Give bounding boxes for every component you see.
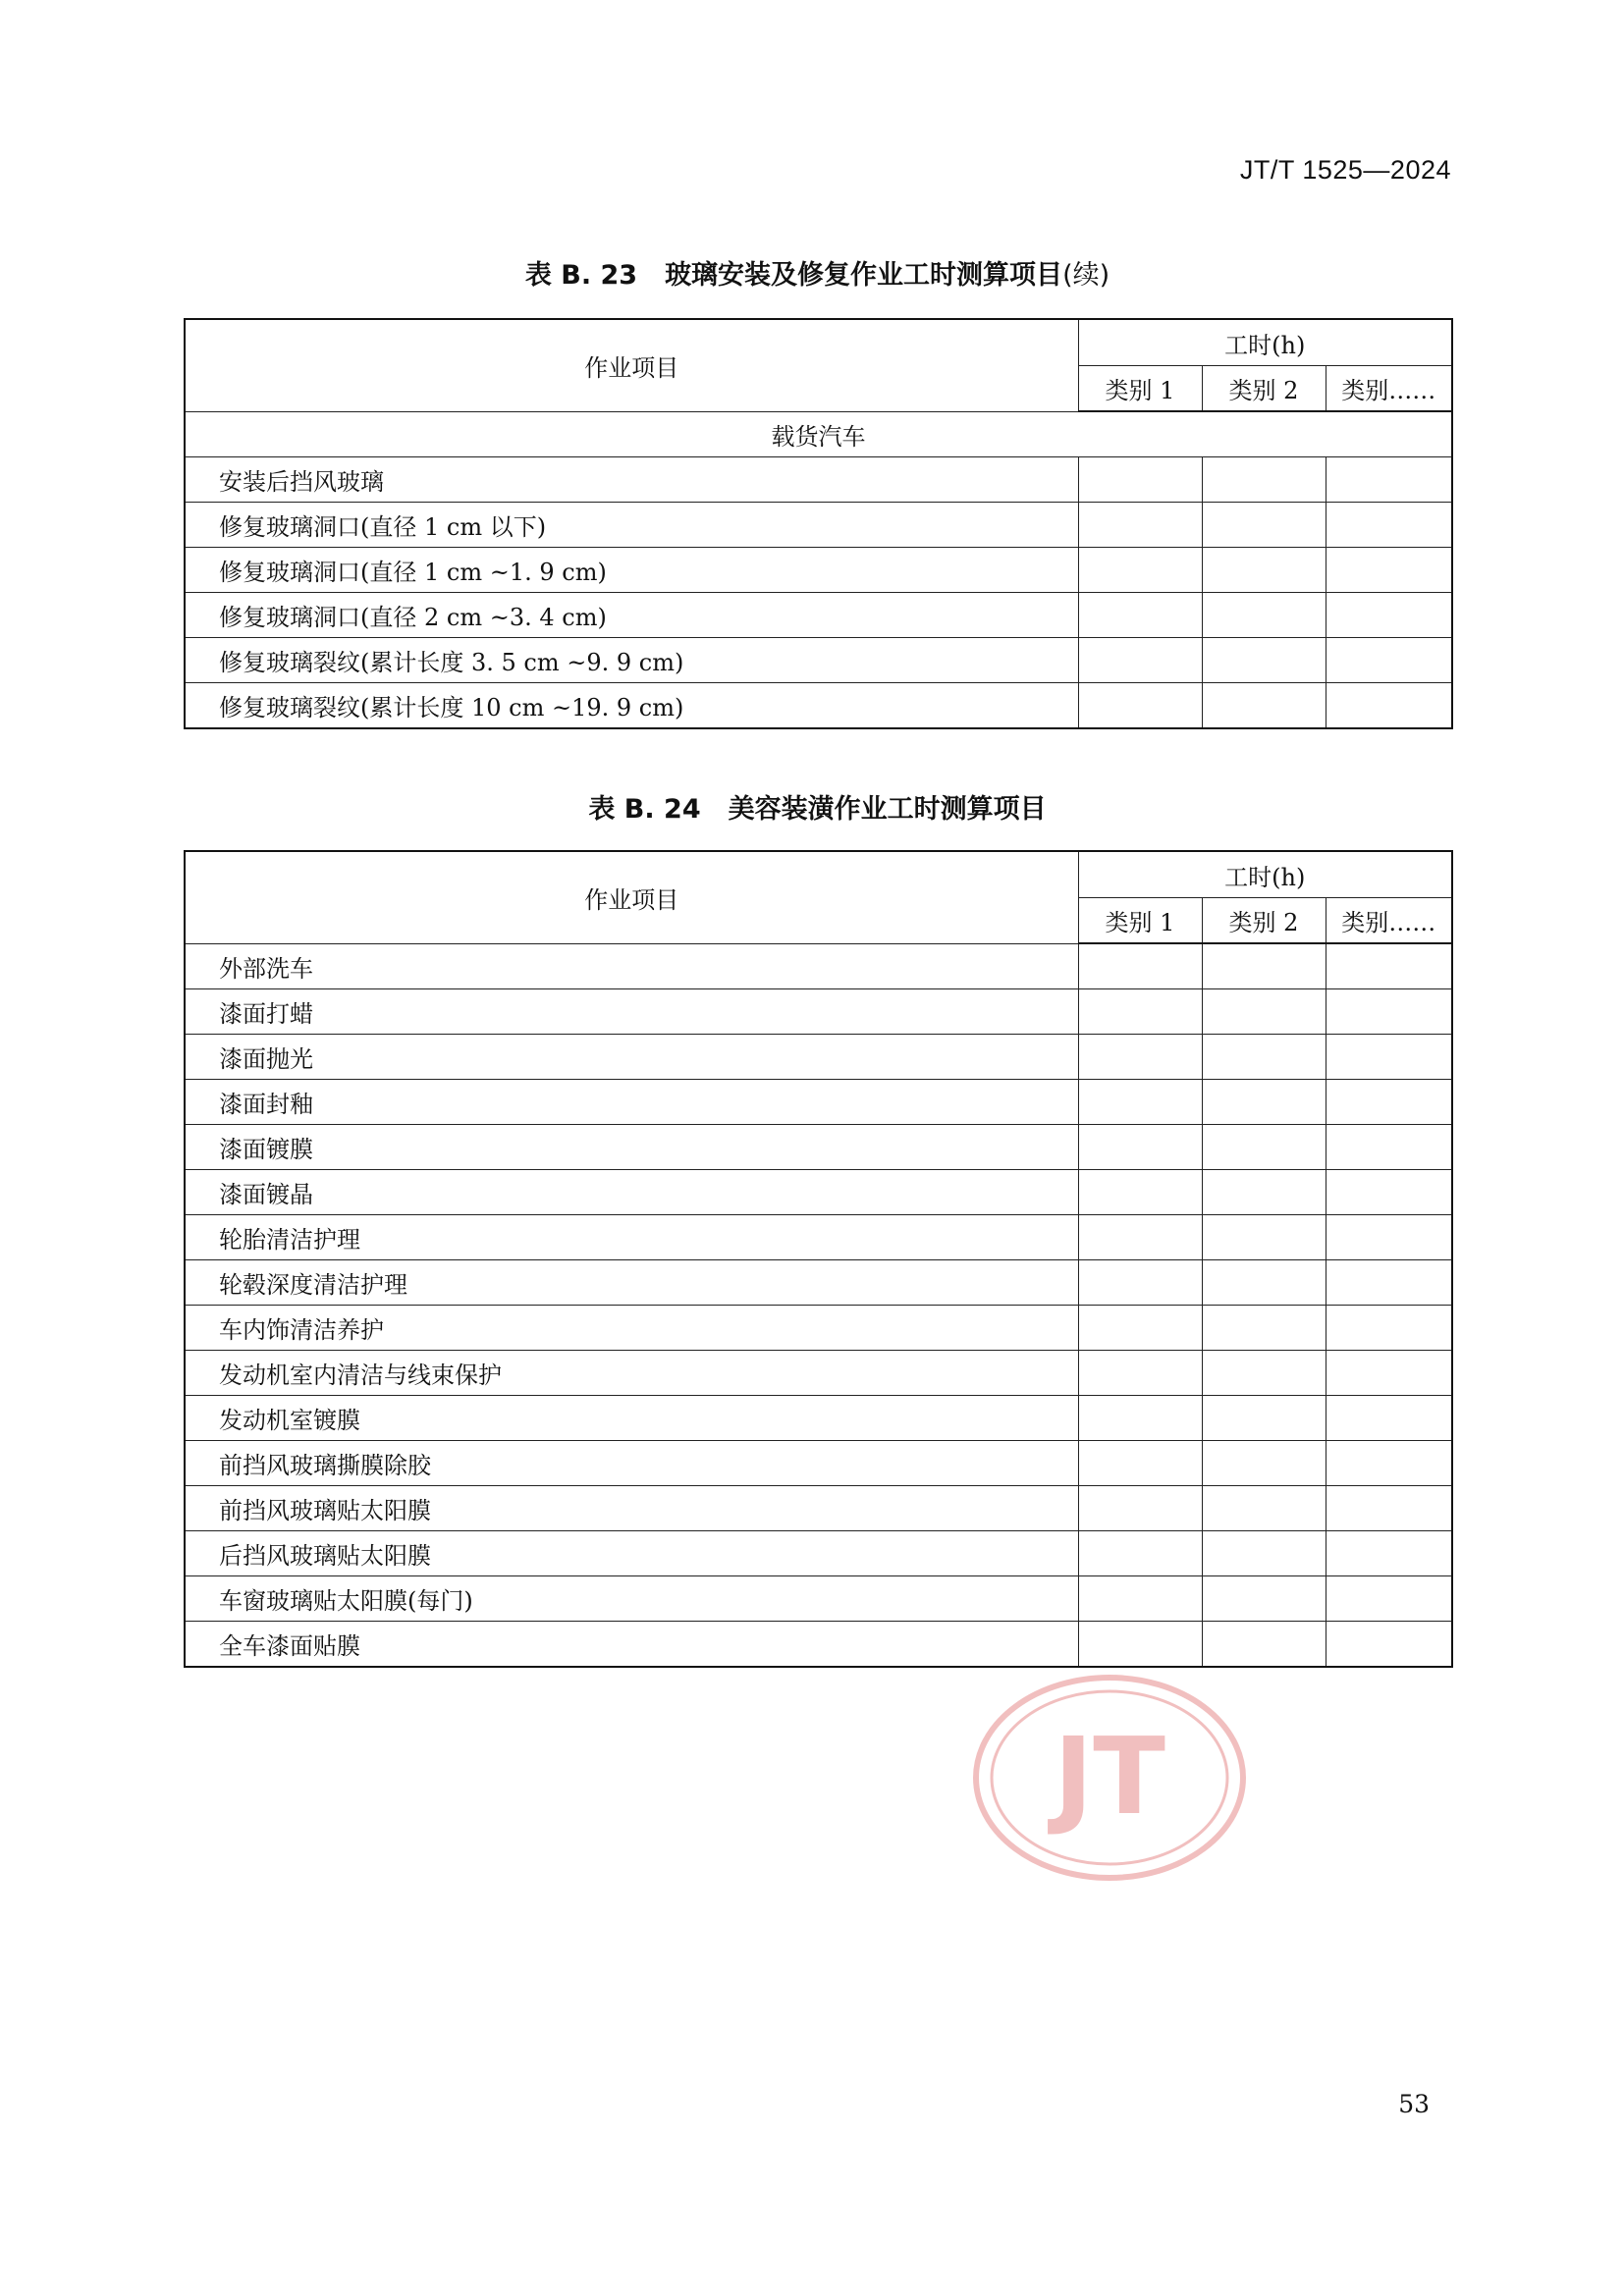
hours-cell-category-1: [1078, 457, 1202, 503]
table-row: [185, 1441, 1452, 1486]
table-row: [185, 457, 1452, 503]
column-header-category-more: 类别……: [1326, 898, 1452, 944]
hours-cell-category-2: [1202, 1125, 1326, 1170]
hours-cell-category-1: [1078, 1396, 1202, 1441]
hours-cell-category-2: [1202, 1351, 1326, 1396]
group-row-trucks: 载货汽车: [185, 411, 1452, 457]
hours-cell-category-3: [1326, 1035, 1452, 1080]
standard-code: JT/T 1525—2024: [1239, 155, 1451, 185]
work-item-cell: 车内饰清洁养护: [185, 1306, 1078, 1351]
table-row: [185, 1531, 1452, 1576]
work-item-cell: 外部洗车: [185, 943, 1078, 989]
hours-cell-category-2: [1202, 683, 1326, 729]
table-row: [185, 548, 1452, 593]
hours-cell-category-3: [1326, 1622, 1452, 1668]
table-row: [185, 1306, 1452, 1351]
hours-cell-category-1: [1078, 1576, 1202, 1622]
work-item-cell: 漆面打蜡: [185, 989, 1078, 1035]
hours-cell-category-3: [1326, 1260, 1452, 1306]
table-row: [185, 1396, 1452, 1441]
hours-cell-category-3: [1326, 1396, 1452, 1441]
table-row: [185, 503, 1452, 548]
hours-cell-category-2: [1202, 1576, 1326, 1622]
hours-cell-category-1: [1078, 943, 1202, 989]
work-item-cell: 漆面抛光: [185, 1035, 1078, 1080]
column-header-category-2: 类别 2: [1202, 366, 1326, 412]
table-row: [185, 989, 1452, 1035]
hours-cell-category-1: [1078, 1170, 1202, 1215]
hours-cell-category-3: [1326, 548, 1452, 593]
work-item-cell: 发动机室镀膜: [185, 1396, 1078, 1441]
hours-cell-category-1: [1078, 503, 1202, 548]
work-item-cell: 轮毂深度清洁护理: [185, 1260, 1078, 1306]
hours-cell-category-1: [1078, 1215, 1202, 1260]
hours-cell-category-3: [1326, 1080, 1452, 1125]
hours-cell-category-2: [1202, 1170, 1326, 1215]
work-item-cell: 安装后挡风玻璃: [185, 457, 1078, 503]
page-number: 53: [1398, 2090, 1430, 2118]
hours-cell-category-3: [1326, 1486, 1452, 1531]
table-b24-title: 美容装潢作业工时测算项目: [728, 794, 1047, 825]
hours-cell-category-3: [1326, 593, 1452, 638]
hours-cell-category-3: [1326, 638, 1452, 683]
hours-cell-category-3: [1326, 1441, 1452, 1486]
hours-cell-category-3: [1326, 1351, 1452, 1396]
hours-cell-category-2: [1202, 593, 1326, 638]
hours-cell-category-1: [1078, 1125, 1202, 1170]
hours-cell-category-2: [1202, 1080, 1326, 1125]
column-header-hours: 工时(h): [1078, 319, 1452, 366]
hours-cell-category-3: [1326, 457, 1452, 503]
seal-text: JT: [1054, 1716, 1165, 1839]
hours-cell-category-1: [1078, 1035, 1202, 1080]
hours-cell-category-1: [1078, 1531, 1202, 1576]
work-item-cell: 车窗玻璃贴太阳膜(每门): [185, 1576, 1078, 1622]
hours-cell-category-2: [1202, 1260, 1326, 1306]
hours-cell-category-1: [1078, 1260, 1202, 1306]
column-header-hours: 工时(h): [1078, 851, 1452, 898]
table-row: [185, 638, 1452, 683]
work-item-cell: 前挡风玻璃贴太阳膜: [185, 1486, 1078, 1531]
hours-cell-category-2: [1202, 1215, 1326, 1260]
column-header-category-2: 类别 2: [1202, 898, 1326, 944]
work-item-cell: 全车漆面贴膜: [185, 1622, 1078, 1668]
table-row: [185, 1035, 1452, 1080]
table-b23-number: 表 B. 23: [524, 260, 638, 291]
column-header-category-more: 类别……: [1326, 366, 1452, 412]
work-item-cell: 轮胎清洁护理: [185, 1215, 1078, 1260]
table-row: [185, 1622, 1452, 1668]
hours-cell-category-2: [1202, 1531, 1326, 1576]
hours-cell-category-1: [1078, 638, 1202, 683]
hours-cell-category-2: [1202, 548, 1326, 593]
table-b24: [184, 850, 1453, 1668]
table-row: [185, 593, 1452, 638]
hours-cell-category-1: [1078, 548, 1202, 593]
work-item-cell: 漆面封釉: [185, 1080, 1078, 1125]
work-item-cell: 漆面镀晶: [185, 1170, 1078, 1215]
hours-cell-category-2: [1202, 1306, 1326, 1351]
hours-cell-category-1: [1078, 1622, 1202, 1668]
work-item-cell: 修复玻璃裂纹(累计长度 3. 5 cm ~9. 9 cm): [185, 638, 1078, 683]
work-item-cell: 漆面镀膜: [185, 1125, 1078, 1170]
table-row: [185, 1351, 1452, 1396]
hours-cell-category-2: [1202, 1622, 1326, 1668]
table-b24-number: 表 B. 24: [588, 794, 701, 825]
table-row: [185, 1170, 1452, 1215]
hours-cell-category-3: [1326, 1576, 1452, 1622]
table-row: [185, 1486, 1452, 1531]
table-row: [185, 1260, 1452, 1306]
hours-cell-category-1: [1078, 989, 1202, 1035]
hours-cell-category-3: [1326, 1306, 1452, 1351]
hours-cell-category-1: [1078, 1306, 1202, 1351]
hours-cell-category-1: [1078, 1486, 1202, 1531]
table-row: [185, 1215, 1452, 1260]
hours-cell-category-1: [1078, 683, 1202, 729]
work-item-cell: 修复玻璃洞口(直径 1 cm 以下): [185, 503, 1078, 548]
hours-cell-category-2: [1202, 1396, 1326, 1441]
column-header-item: 作业项目: [185, 851, 1078, 943]
hours-cell-category-2: [1202, 1035, 1326, 1080]
hours-cell-category-3: [1326, 1170, 1452, 1215]
column-header-category-1: 类别 1: [1078, 366, 1202, 412]
table-b24-caption: [184, 787, 1451, 826]
hours-cell-category-3: [1326, 989, 1452, 1035]
table-b23-caption: [184, 253, 1451, 292]
work-item-cell: 发动机室内清洁与线束保护: [185, 1351, 1078, 1396]
column-header-item: 作业项目: [185, 319, 1078, 411]
hours-cell-category-2: [1202, 457, 1326, 503]
hours-cell-category-3: [1326, 1215, 1452, 1260]
column-header-category-1: 类别 1: [1078, 898, 1202, 944]
hours-cell-category-1: [1078, 593, 1202, 638]
hours-cell-category-3: [1326, 1125, 1452, 1170]
hours-cell-category-1: [1078, 1351, 1202, 1396]
hours-cell-category-3: [1326, 943, 1452, 989]
table-b23-title: 玻璃安装及修复作业工时测算项目: [665, 260, 1063, 291]
work-item-cell: 前挡风玻璃撕膜除胶: [185, 1441, 1078, 1486]
hours-cell-category-2: [1202, 503, 1326, 548]
work-item-cell: 后挡风玻璃贴太阳膜: [185, 1531, 1078, 1576]
table-b23-continued: (续): [1062, 260, 1110, 291]
hours-cell-category-2: [1202, 943, 1326, 989]
table-row: [185, 683, 1452, 729]
hours-cell-category-3: [1326, 503, 1452, 548]
hours-cell-category-2: [1202, 1486, 1326, 1531]
hours-cell-category-2: [1202, 1441, 1326, 1486]
table-row: [185, 1080, 1452, 1125]
hours-cell-category-3: [1326, 1531, 1452, 1576]
hours-cell-category-1: [1078, 1080, 1202, 1125]
hours-cell-category-1: [1078, 1441, 1202, 1486]
work-item-cell: 修复玻璃洞口(直径 1 cm ~1. 9 cm): [185, 548, 1078, 593]
hours-cell-category-2: [1202, 638, 1326, 683]
table-row: [185, 943, 1452, 989]
hours-cell-category-3: [1326, 683, 1452, 729]
jt-seal-stamp: [972, 1674, 1247, 1882]
work-item-cell: 修复玻璃洞口(直径 2 cm ~3. 4 cm): [185, 593, 1078, 638]
table-b23: [184, 318, 1453, 729]
hours-cell-category-2: [1202, 989, 1326, 1035]
table-row: [185, 1125, 1452, 1170]
work-item-cell: 修复玻璃裂纹(累计长度 10 cm ~19. 9 cm): [185, 683, 1078, 729]
table-row: [185, 1576, 1452, 1622]
